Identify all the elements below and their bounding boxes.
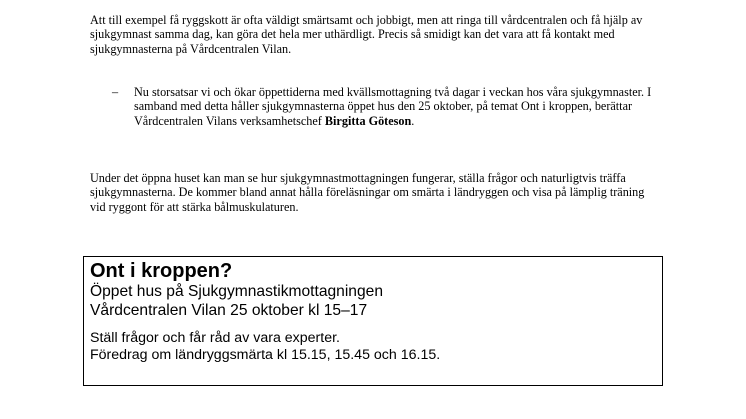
body-paragraph: Under det öppna huset kan man se hur sjukgymnastmottagningen fungerar, ställa frågor och naturligtvis träffa sjukgymnasterna. De kommer bland annat hålla föreläsningar om smärta i ländryggen och visa på lämplig träning vid ryggont för att stärka bålmuskulaturen. <box>90 171 645 214</box>
info-box-detail-1: Ställ frågor och får råd av vara experter. <box>90 330 340 346</box>
quote-block <box>112 85 657 128</box>
quote-dash: – <box>112 85 119 99</box>
intro-paragraph: Att till exempel få ryggskott är ofta väldigt smärtsamt och jobbigt, men att ringa till vårdcentralen och få hjälp av sjukgymnast samma dag, kan göra det hela mer uthärdligt. Precis så smidigt kan det vara att få kontakt med sjukgymnasterna på Vårdcentralen Vilan. <box>90 13 643 56</box>
info-box-spacer <box>90 320 656 330</box>
event-info-box <box>83 256 663 386</box>
info-box-title: Ont i kroppen? <box>90 260 233 282</box>
info-box-subtitle-1: Öppet hus på Sjukgymnastikmottagningen <box>90 283 383 300</box>
quote-author-name: Birgitta Göteson <box>324 113 412 128</box>
quote-end-punctuation: . <box>411 113 415 128</box>
quote-text-container <box>134 85 657 128</box>
quote-text: Nu storsatsar vi och ökar öppettiderna med kvällsmottagning två dagar i veckan hos våra sjukgymnaster. I samband med detta håller sjukgymnasterna öppet hus den 25 oktober, på temat Ont i kroppen, berättar Vårdcentralen Vilans verksamhetschef <box>134 85 652 128</box>
info-box-subtitle-2: Vårdcentralen Vilan 25 oktober kl 15–17 <box>90 302 368 319</box>
info-box-detail-2: Föredrag om ländryggsmärta kl 15.15, 15.45 och 16.15. <box>90 347 441 363</box>
